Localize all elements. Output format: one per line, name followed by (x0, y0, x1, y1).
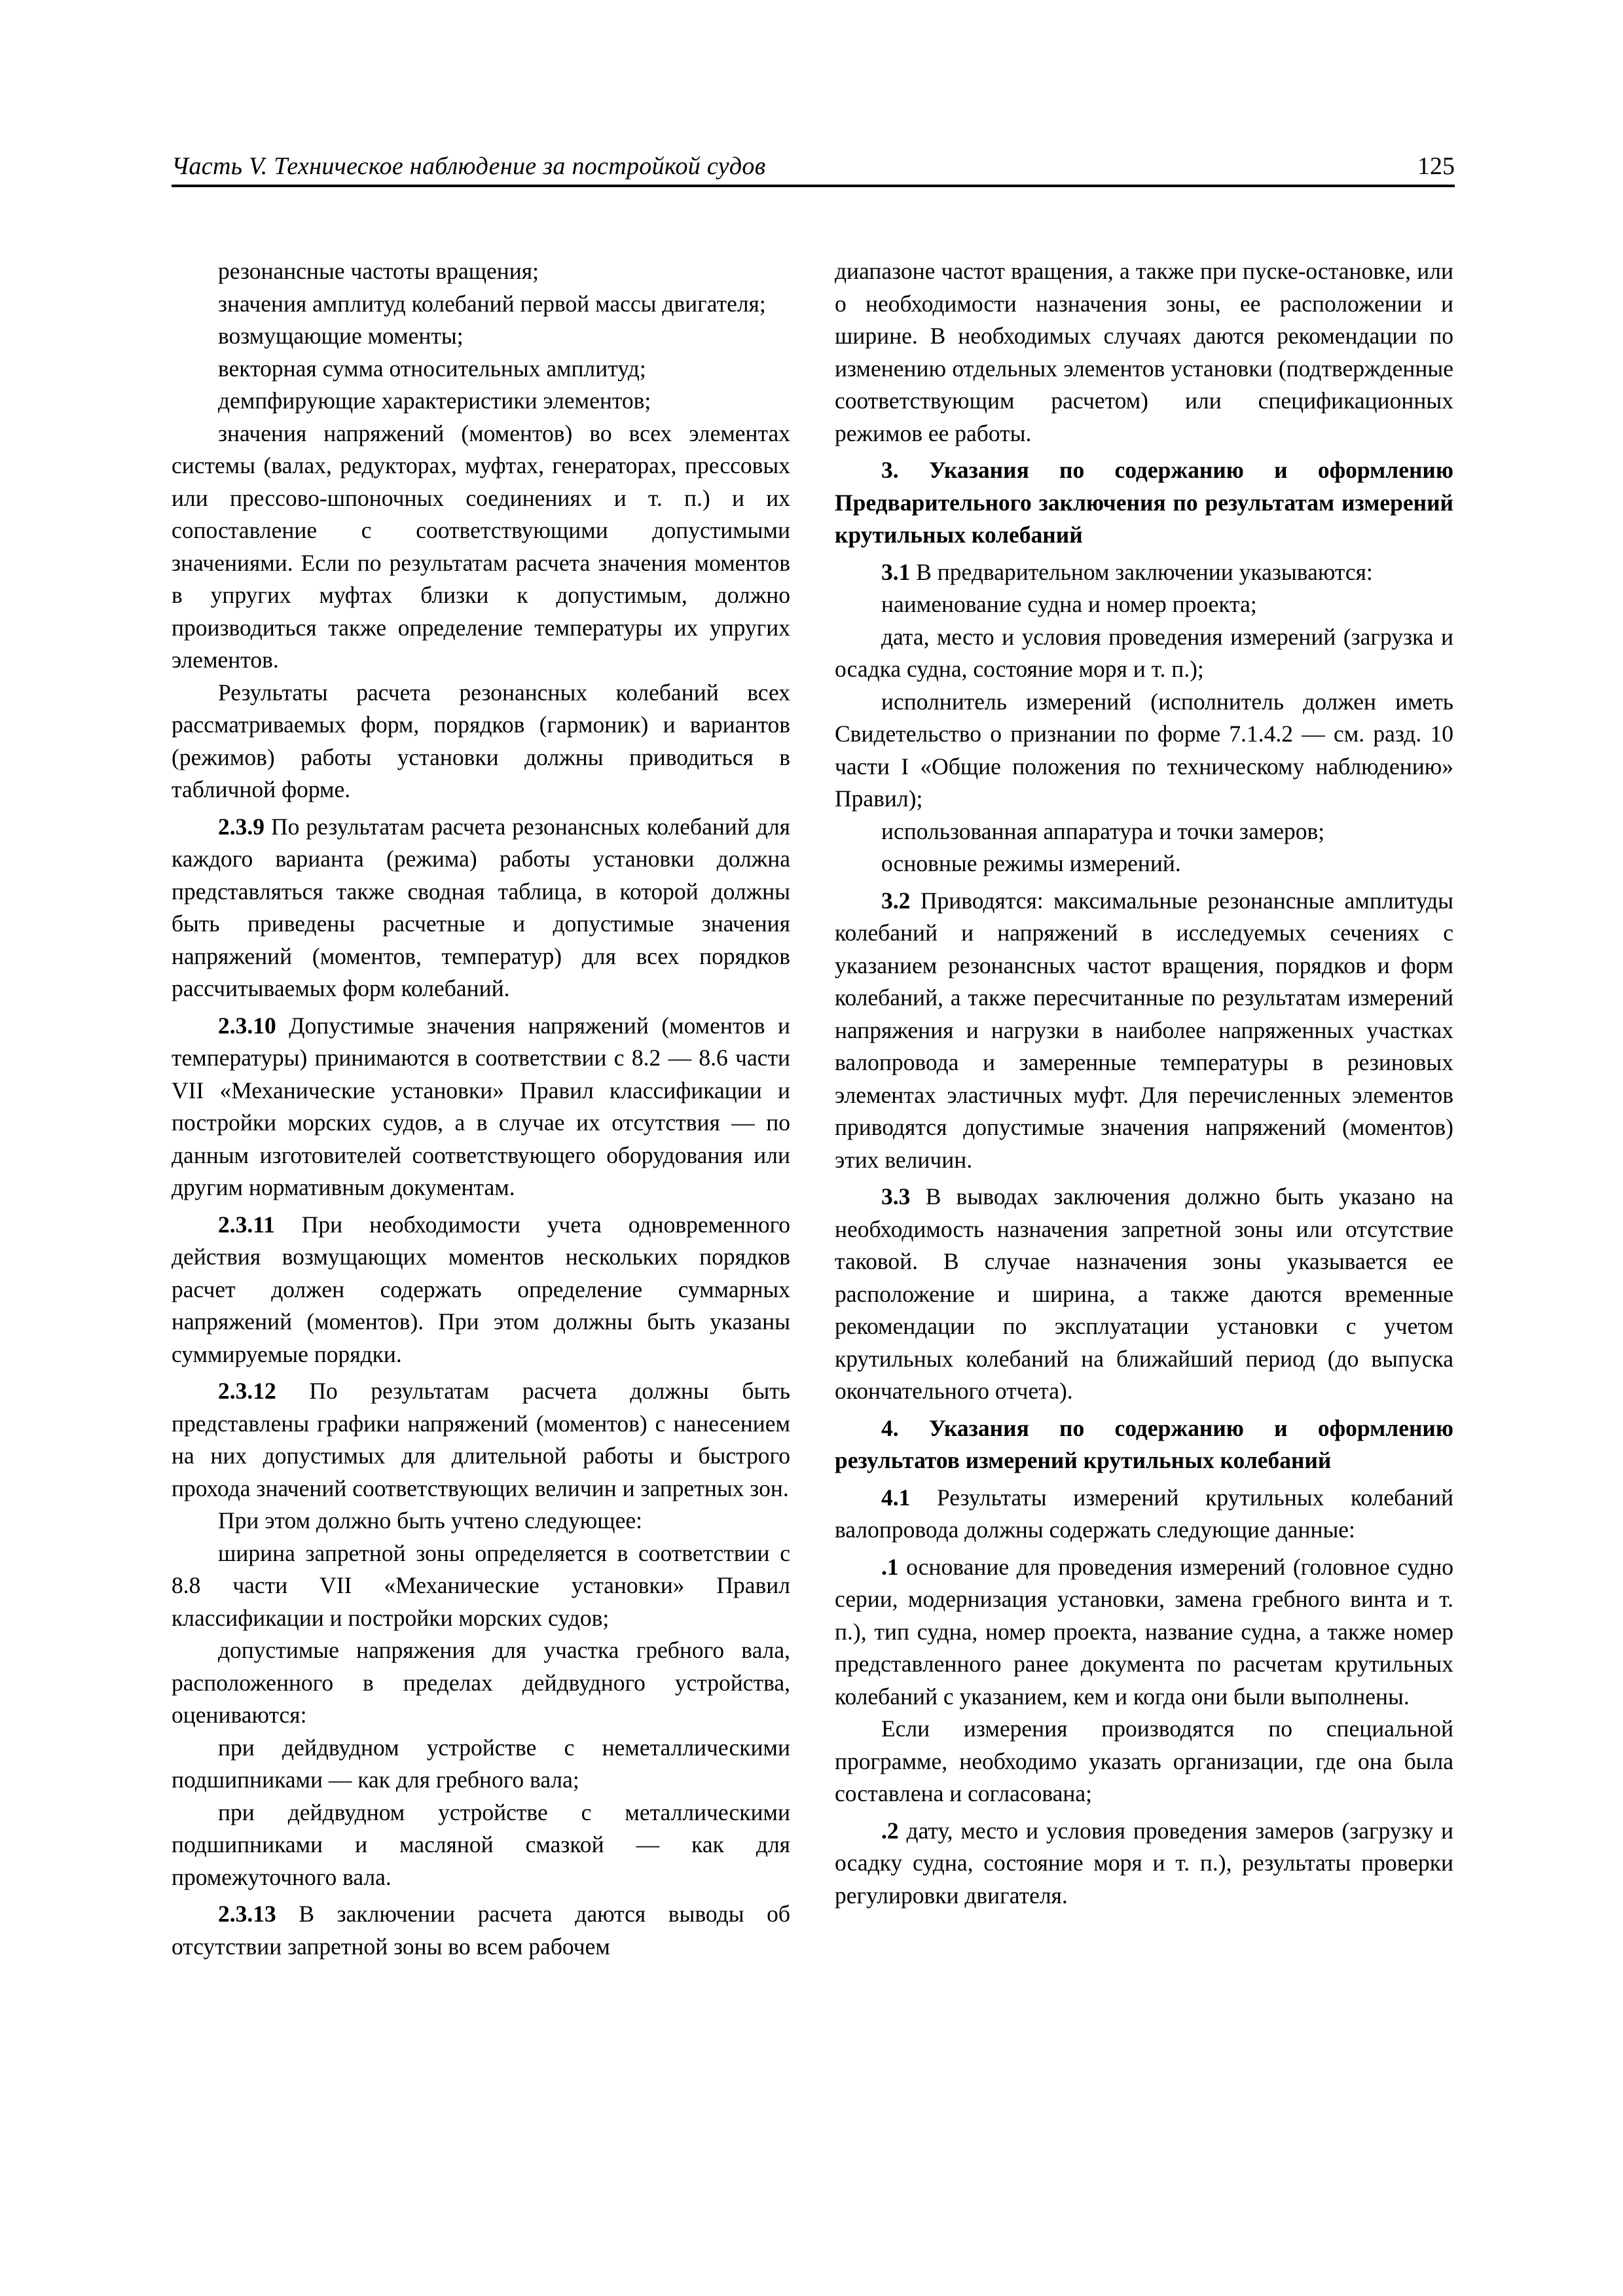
paragraph-text: наименование судна и номер проекта; (881, 591, 1257, 617)
clause-number: .2 (881, 1817, 899, 1844)
paragraph-text: резонансные частоты вращения; (218, 258, 539, 284)
numbered-paragraph (835, 1551, 1453, 1713)
paragraph (172, 677, 790, 806)
numbered-paragraph (835, 1482, 1453, 1547)
clause-number: .1 (881, 1553, 899, 1580)
paragraph (172, 385, 790, 418)
paragraph (172, 418, 790, 677)
numbered-paragraph (835, 1181, 1453, 1408)
clause-number: 2.3.9 (218, 813, 264, 840)
paragraph-text: Приводятся: максимальные резонансные амплитуды колебаний и напряжений в исследуемых сечениях с указанием резонансных частот вращения, порядков и форм колебаний, а также пересчитанные по результатам измерений напряжения и нагрузки в наиболее напряженных участках валопровода и замеренные температуры в резиновых элементах эластичных муфт. Для перечисленных элементов приводятся допустимые значения напряжений (моментов) этих величин. (835, 887, 1453, 1173)
paragraph-text: В выводах заключения должно быть указано на необходимость назначения запретной зоны или отсутствие таковой. В случае назначения зоны указывается ее расположение и ширина, а также даются временные рекомендации по эксплуатации установки с учетом крутильных колебаний на ближайший период (до выпуска окончательного отчета). (835, 1183, 1453, 1404)
paragraph-text: ширина запретной зоны определяется в соответствии с 8.8 части VII «Механические установки» Правил классификации и постройки морских судов; (172, 1539, 790, 1631)
paragraph-text: допустимые напряжения для участка гребного вала, расположенного в пределах дейдвудного устройства, оцениваются: (172, 1637, 790, 1728)
paragraph-text: возмущающие моменты; (218, 323, 464, 349)
clause-number: 3.3 (881, 1183, 911, 1210)
paragraph-text: при дейдвудном устройстве с неметаллическими подшипниками — как для гребного вала; (172, 1734, 790, 1793)
paragraph-text: При этом должно быть учтено следующее: (218, 1507, 642, 1534)
clause-number: 3.2 (881, 887, 911, 914)
numbered-paragraph (835, 1815, 1453, 1912)
paragraph-text: Результаты расчета резонансных колебаний всех рассматриваемых форм, порядков (гармоник) и вариантов (режимов) работы установки должны приводиться в табличной форме. (172, 679, 790, 802)
paragraph-text: По результатам расчета резонансных колебаний для каждого варианта (режима) работы установки должна представляться также сводная таблица, в которой должны быть приведены расчетные и допустимые значения напряжений (моментов, температур) для всех порядков рассчитываемых форм колебаний. (172, 813, 790, 1001)
paragraph-text: дату, место и условия проведения замеров (загрузку и осадку судна, состояние моря и т. п.), результаты проверки регулировки двигателя. (835, 1817, 1453, 1909)
paragraph (172, 1505, 790, 1537)
clause-number: 2.3.10 (218, 1012, 276, 1039)
paragraph-text: использованная аппаратура и точки замеров; (881, 817, 1325, 844)
paragraph-text: исполнитель измерений (исполнитель должен иметь Свидетельство о признании по форме 7.1.4.2 — см. разд. 10 части I «Общие положения по техническому наблюдению» Правил); (835, 688, 1453, 812)
clause-number: 2.3.11 (218, 1211, 275, 1238)
numbered-paragraph (172, 1209, 790, 1371)
running-head: Часть V. Техническое наблюдение за постройкой судов (172, 152, 766, 180)
paragraph-text: значения напряжений (моментов) во всех элементах системы (валах, редукторах, муфтах, генераторах, прессовых или прессово-шпоночных соединениях и т. п.) и их сопоставление с соответствующими допустимыми значениями. Если по результатам расчета значения моментов в упругих муфтах близки к допустимым, должно производиться также определение температуры их упругих элементов. (172, 420, 790, 673)
paragraph (835, 686, 1453, 816)
paragraph (835, 816, 1453, 848)
paragraph (172, 255, 790, 288)
paragraph-text: при дейдвудном устройстве с металлическими подшипниками и масляной смазкой — как для промежуточного вала. (172, 1799, 790, 1890)
clause-number: 4.1 (881, 1484, 911, 1511)
paragraph (835, 1713, 1453, 1810)
page-number: 125 (1417, 152, 1455, 180)
paragraph-text: Результаты измерений крутильных колебаний валопровода должны содержать следующие данные: (835, 1484, 1453, 1543)
clause-number: 3.1 (881, 558, 911, 585)
paragraph-text: значения амплитуд колебаний первой массы двигателя; (218, 290, 766, 317)
paragraph (172, 353, 790, 386)
paragraph-text: По результатам расчета должны быть представлены графики напряжений (моментов) с нанесением на них допустимых для длительной работы и быстрого прохода значений соответствующих величин и запретных зон. (172, 1378, 790, 1501)
paragraph-text: диапазоне частот вращения, а также при пуске-остановке, или о необходимости назначения зоны, ее расположении и ширине. В необходимых случаях даются рекомендации по изменению отдельных элементов установки (подтвержденные соответствующим расчетом) или спецификационных режимов ее работы. (835, 258, 1453, 446)
paragraph (172, 1634, 790, 1732)
section-heading: 3. Указания по содержанию и оформлению Предварительного заключения по результатам измерений крутильных колебаний (835, 457, 1453, 548)
paragraph-text: основные режимы измерений. (881, 850, 1181, 876)
clause-number: 2.3.13 (218, 1901, 276, 1927)
numbered-paragraph (172, 1898, 790, 1963)
paragraph-text: дата, место и условия проведения измерений (загрузка и осадка судна, состояние моря и т. п.); (835, 623, 1453, 682)
numbered-paragraph (172, 1375, 790, 1505)
paragraph-text: В заключении расчета даются выводы об отсутствии запретной зоны во всем рабочем (172, 1901, 790, 1960)
paragraph-text: Если измерения производятся по специальной программе, необходимо указать организации, где она была составлена и согласована; (835, 1715, 1453, 1806)
paragraph-text: Допустимые значения напряжений (моментов и температуры) принимаются в соответствии с 8.2 — 8.6 части VII «Механические установки» Правил классификации и постройки морских судов, а в случае их отсутствия — по данным изготовителей соответствующего оборудования или другим нормативным документам. (172, 1012, 790, 1200)
paragraph (835, 588, 1453, 621)
paragraph-text: В предварительном заключении указываются: (910, 558, 1373, 585)
numbered-paragraph (172, 1010, 790, 1204)
paragraph (172, 1537, 790, 1635)
paragraph (172, 288, 790, 321)
paragraph (835, 621, 1453, 686)
section-heading: 4. Указания по содержанию и оформлению результатов измерений крутильных колебаний (835, 1414, 1453, 1473)
numbered-paragraph (172, 811, 790, 1005)
paragraph (835, 848, 1453, 880)
paragraph-text: При необходимости учета одновременного действия возмущающих моментов нескольких порядков расчет должен содержать определение суммарных напряжений (моментов). При этом должны быть указаны суммируемые порядки. (172, 1211, 790, 1367)
paragraph-text: основание для проведения измерений (головное судно серии, модернизация установки, замена гребного винта и т. п.), тип судна, номер проекта, название судна, а также номер представленного ранее документа по расчетам крутильных колебаний с указанием, кем и когда они были выполнены. (835, 1553, 1453, 1710)
right-column (835, 255, 1453, 1912)
paragraph-text: векторная сумма относительных амплитуд; (218, 355, 646, 382)
left-column (172, 255, 790, 1963)
paragraph (172, 1732, 790, 1797)
clause-number: 2.3.12 (218, 1378, 276, 1404)
numbered-paragraph (835, 556, 1453, 589)
paragraph (172, 1797, 790, 1894)
numbered-paragraph (835, 885, 1453, 1177)
paragraph-text: демпфирующие характеристики элементов; (218, 387, 651, 414)
paragraph (835, 255, 1453, 450)
page-header (172, 145, 1455, 187)
paragraph (172, 320, 790, 353)
